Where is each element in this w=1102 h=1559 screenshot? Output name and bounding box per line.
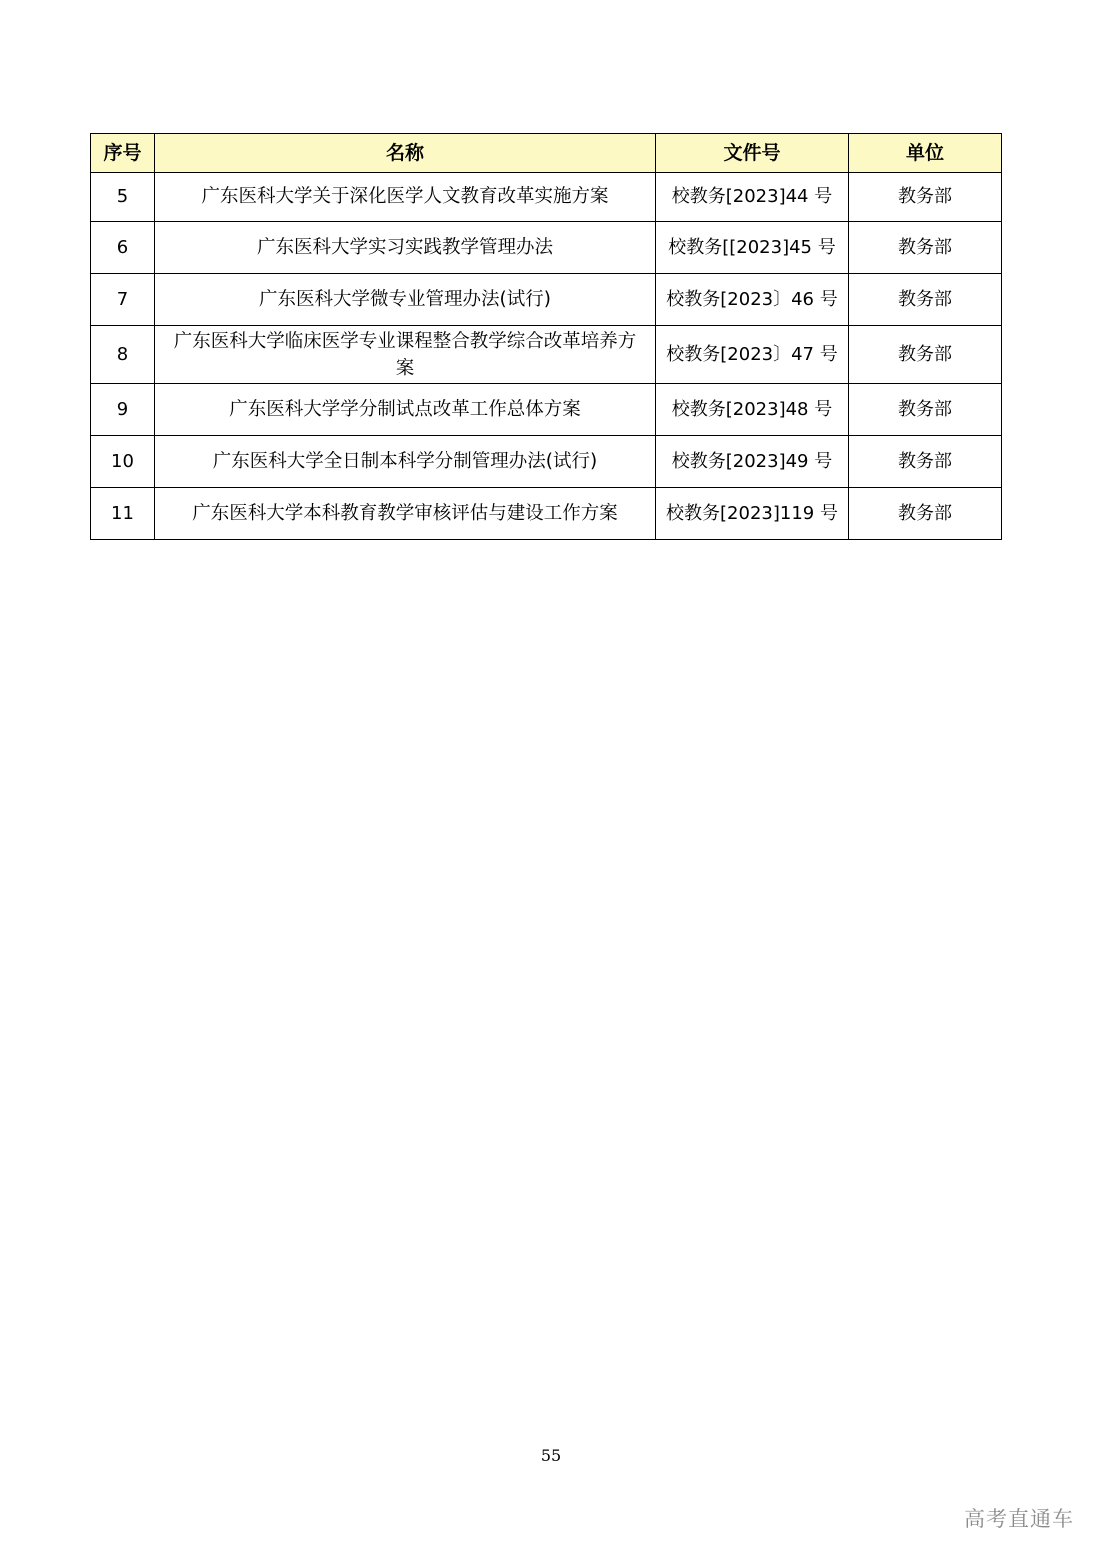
- cell-name: 广东医科大学本科教育教学审核评估与建设工作方案: [155, 488, 656, 540]
- table-row: [91, 222, 1002, 274]
- cell-file-number: 校教务[2023〕47 号: [656, 326, 849, 384]
- header-index: 序号: [91, 134, 155, 173]
- cell-unit: 教务部: [849, 173, 1002, 222]
- cell-name: 广东医科大学实习实践教学管理办法: [155, 222, 656, 274]
- cell-index: 10: [91, 436, 155, 488]
- cell-name: 广东医科大学临床医学专业课程整合教学综合改革培养方案: [155, 326, 656, 384]
- cell-index: 9: [91, 384, 155, 436]
- table-row: [91, 326, 1002, 384]
- cell-index: 6: [91, 222, 155, 274]
- watermark-text: 高考直通车: [964, 1507, 1074, 1531]
- page-number: 55: [540, 1446, 562, 1465]
- cell-file-number: 校教务[2023]44 号: [656, 173, 849, 222]
- cell-index: 8: [91, 326, 155, 384]
- cell-index: 5: [91, 173, 155, 222]
- cell-index: 11: [91, 488, 155, 540]
- table-row: [91, 436, 1002, 488]
- cell-file-number: 校教务[2023]48 号: [656, 384, 849, 436]
- table-header-row: [91, 134, 1002, 173]
- cell-unit: 教务部: [849, 436, 1002, 488]
- cell-file-number: 校教务[2023〕46 号: [656, 274, 849, 326]
- document-table: [90, 133, 1002, 540]
- cell-unit: 教务部: [849, 384, 1002, 436]
- table-row: [91, 173, 1002, 222]
- cell-unit: 教务部: [849, 274, 1002, 326]
- cell-name: 广东医科大学关于深化医学人文教育改革实施方案: [155, 173, 656, 222]
- cell-unit: 教务部: [849, 326, 1002, 384]
- table-row: [91, 488, 1002, 540]
- cell-name: 广东医科大学微专业管理办法(试行): [155, 274, 656, 326]
- cell-name: 广东医科大学学分制试点改革工作总体方案: [155, 384, 656, 436]
- header-file-number: 文件号: [656, 134, 849, 173]
- table-row: [91, 384, 1002, 436]
- header-unit: 单位: [849, 134, 1002, 173]
- cell-unit: 教务部: [849, 222, 1002, 274]
- cell-name: 广东医科大学全日制本科学分制管理办法(试行): [155, 436, 656, 488]
- cell-file-number: 校教务[[2023]45 号: [656, 222, 849, 274]
- cell-file-number: 校教务[2023]49 号: [656, 436, 849, 488]
- header-name: 名称: [155, 134, 656, 173]
- table-row: [91, 274, 1002, 326]
- cell-index: 7: [91, 274, 155, 326]
- cell-unit: 教务部: [849, 488, 1002, 540]
- cell-file-number: 校教务[2023]119 号: [656, 488, 849, 540]
